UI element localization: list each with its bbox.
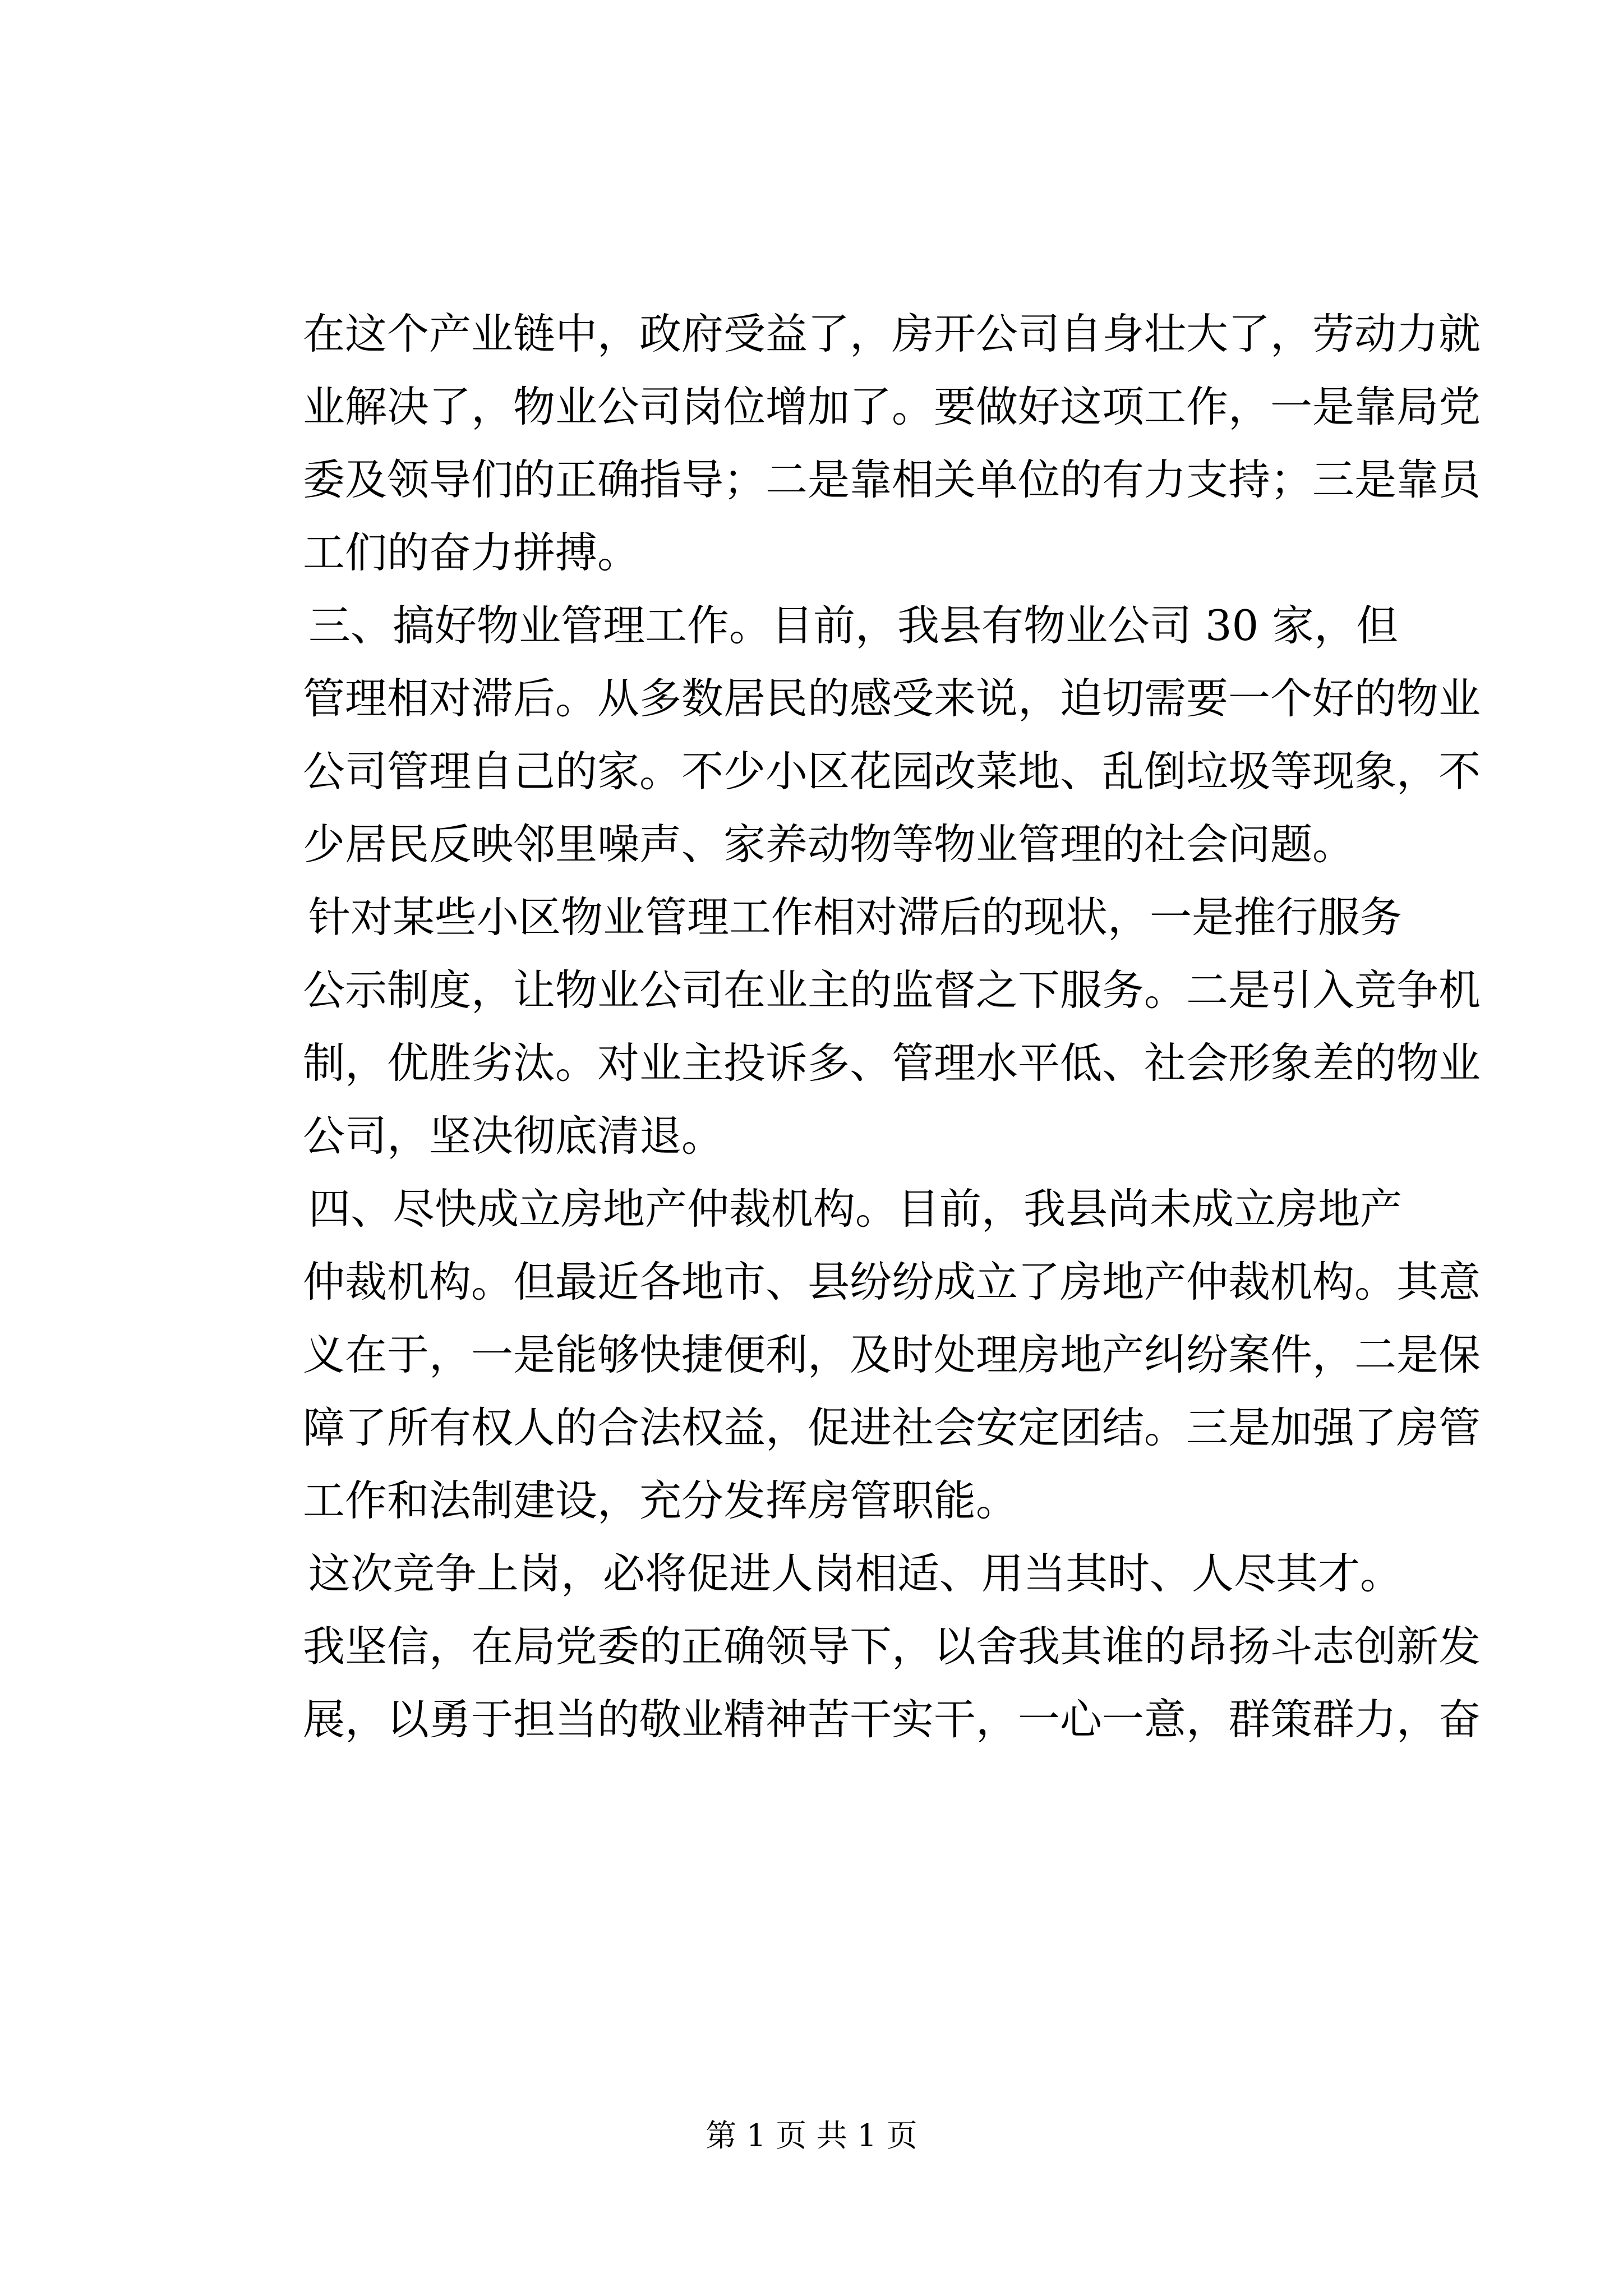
text-line: 障了所有权人的合法权益，促进社会安定团结。三是加强了房管 <box>303 1403 1481 1452</box>
text-line: 少居民反映邻里噪声、家养动物等物业管理的社会问题。 <box>303 820 1355 869</box>
text-line: 业解决了，物业公司岗位增加了。要做好这项工作，一是靠局党 <box>303 382 1481 431</box>
text-line: 工作和法制建设，充分发挥房管职能。 <box>303 1476 1018 1525</box>
text-line: 公司管理自己的家。不少小区花园改菜地、乱倒垃圾等现象，不 <box>303 747 1481 796</box>
text-line: 管理相对滞后。从多数居民的感受来说，迫切需要一个好的物业 <box>303 674 1481 723</box>
body-text <box>303 297 1481 1756</box>
text-line: 针对某些小区物业管理工作相对滞后的现状，一是推行服务 <box>308 892 1403 942</box>
text-line: 在这个产业链中，政府受益了，房开公司自身壮大了，劳动力就 <box>303 309 1481 358</box>
page-footer <box>0 2116 1623 2155</box>
text-line: 这次竞争上岗，必将促进人岗相适、用当其时、人尽其才。 <box>308 1549 1403 1598</box>
text-line: 制，优胜劣汰。对业主投诉多、管理水平低、社会形象差的物业 <box>303 1038 1481 1088</box>
text-line: 三、搞好物业管理工作。目前，我县有物业公司 30 家，但 <box>308 601 1399 650</box>
text-line: 委及领导们的正确指导；二是靠相关单位的有力支持；三是靠员 <box>303 455 1481 504</box>
text-line: 仲裁机构。但最近各地市、县纷纷成立了房地产仲裁机构。其意 <box>303 1257 1481 1306</box>
text-line: 公示制度，让物业公司在业主的监督之下服务。二是引入竞争机 <box>303 965 1481 1015</box>
text-line: 公司，坚决彻底清退。 <box>303 1111 724 1161</box>
page-number-label: 第 1 页 共 1 页 <box>706 2118 917 2154</box>
text-line: 展，以勇于担当的敬业精神苦干实干，一心一意，群策群力，奋 <box>303 1695 1481 1744</box>
text-line: 义在于，一是能够快捷便利，及时处理房地产纠纷案件，二是保 <box>303 1330 1481 1379</box>
text-line: 工们的奋力拼搏。 <box>303 528 640 577</box>
text-line: 四、尽快成立房地产仲裁机构。目前，我县尚未成立房地产 <box>308 1184 1403 1234</box>
text-line: 我坚信，在局党委的正确领导下，以舍我其谁的昂扬斗志创新发 <box>303 1622 1481 1671</box>
